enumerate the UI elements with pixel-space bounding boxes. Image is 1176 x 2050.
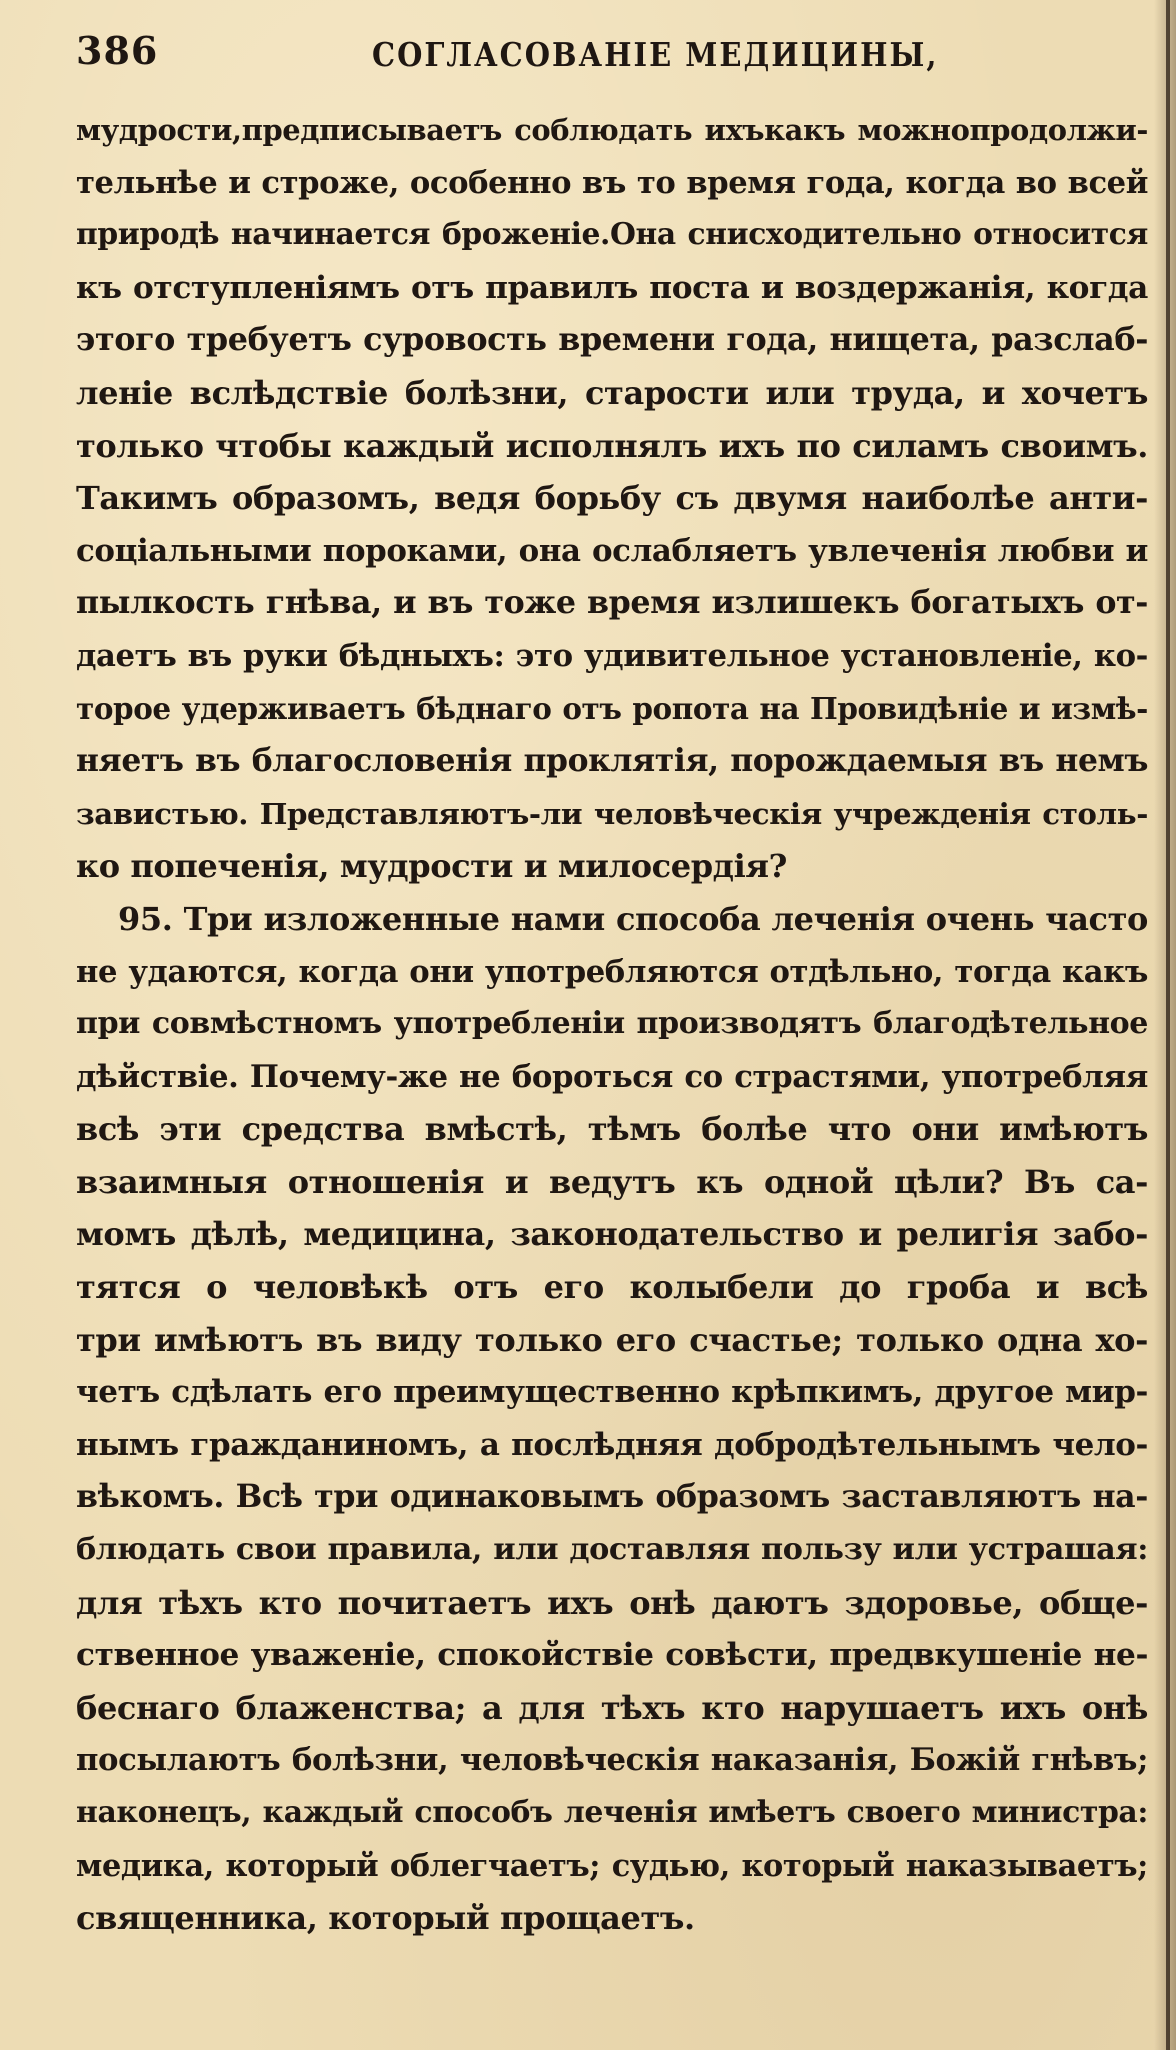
running-title: СОГЛАСОВАНІЕ МЕДИЦИНЫ,: [372, 36, 939, 75]
text-line-35: священника, который прощаетъ.: [76, 1899, 695, 1938]
text-line-28: блюдать свои правила, или доставляя пользу или устрашая:: [76, 1532, 1148, 1568]
text-line-31: беснаго блаженства; а для тѣхъ кто нарушаетъ ихъ онѣ: [76, 1688, 1148, 1727]
text-line-5: этого требуетъ суровость времени года, нищета, разслаб-: [76, 321, 1148, 359]
text-line-20: всѣ эти средства вмѣстѣ, тѣмъ болѣе что они имѣютъ: [76, 1110, 1148, 1149]
text-line-22: момъ дѣлѣ, медицина, законодательство и религія забо-: [76, 1215, 1148, 1254]
text-line-1: мудрости,предписываетъ соблюдать ихъкакъ можнопродолжи-: [76, 113, 1148, 147]
page-edge-shadow: [1154, 0, 1176, 2050]
text-line-11: даетъ въ руки бѣдныхъ: это удивительное установленіе, ко-: [76, 637, 1148, 674]
text-line-6: леніе вслѣдствіе болѣзни, старости или труда, и хочетъ: [76, 373, 1148, 412]
text-line-23: тятся о человѣкѣ отъ его колыбели до гроба и всѣ: [76, 1268, 1148, 1307]
page-header: [76, 28, 1156, 88]
text-line-13: няетъ въ благословенія проклятія, порождаемыя въ немъ: [76, 743, 1148, 780]
text-line-32: посылаютъ болѣзни, человѣческія наказанія, Божій гнѣвъ;: [76, 1742, 1148, 1779]
text-line-4: къ отступленіямъ отъ правилъ поста и воздержанія, когда: [76, 269, 1148, 306]
text-line-30: ственное уваженіе, спокойствіе совѣсти, предвкушеніе не-: [76, 1637, 1148, 1674]
text-line-16: 95. Три изложенные нами способа леченія очень часто: [118, 899, 1148, 938]
text-line-33: наконецъ, каждый способъ леченія имѣетъ своего министра:: [76, 1795, 1148, 1830]
text-line-14: завистью. Представляютъ-ли человѣческія учрежденія столь-: [76, 796, 1148, 831]
text-line-25: четъ сдѣлать его преимущественно крѣпкимъ, другое мир-: [76, 1374, 1148, 1411]
text-line-2: тельнѣе и строже, особенно въ то время года, когда во всей: [76, 164, 1148, 201]
page-number: 386: [76, 28, 159, 73]
text-line-8: Такимъ образомъ, ведя борьбу съ двумя наиболѣе анти-: [76, 479, 1148, 518]
text-line-29: для тѣхъ кто почитаетъ ихъ онѣ даютъ здоровье, обще-: [76, 1583, 1148, 1622]
page-edge-line: [1166, 0, 1170, 2050]
text-line-9: соціальными пороками, она ослабляетъ увлеченія любви и: [76, 532, 1148, 569]
text-line-19: дѣйствіе. Почему-же не бороться со страстями, употребляя: [76, 1058, 1148, 1095]
text-line-26: нымъ гражданиномъ, а послѣдняя добродѣтельнымъ чело-: [76, 1426, 1148, 1463]
text-line-17: не удаются, когда они употребляются отдѣльно, тогда какъ: [76, 953, 1148, 990]
body-text: [76, 104, 1148, 1945]
text-line-18: при совмѣстномъ употребленіи производятъ благодѣтельное: [76, 1006, 1148, 1042]
text-line-3: природѣ начинается броженіе.Она снисходительно относится: [76, 217, 1148, 253]
text-line-15: ко попеченія, мудрости и милосердія?: [76, 847, 787, 886]
text-line-34: медика, который облегчаетъ; судью, который наказываетъ;: [76, 1847, 1148, 1884]
text-line-10: пылкость гнѣва, и въ тоже время излишекъ богатыхъ от-: [76, 584, 1148, 622]
text-line-27: вѣкомъ. Всѣ три одинаковымъ образомъ заставляютъ на-: [76, 1478, 1148, 1516]
text-line-7: только чтобы каждый исполнялъ ихъ по силамъ своимъ.: [76, 426, 1148, 465]
text-line-24: три имѣютъ въ виду только его счастье; только одна хо-: [76, 1320, 1148, 1359]
text-line-12: торое удерживаетъ бѣднаго отъ ропота на Провидѣніе и измѣ-: [76, 690, 1148, 726]
text-line-21: взаимныя отношенія и ведутъ къ одной цѣли? Въ са-: [76, 1162, 1148, 1201]
